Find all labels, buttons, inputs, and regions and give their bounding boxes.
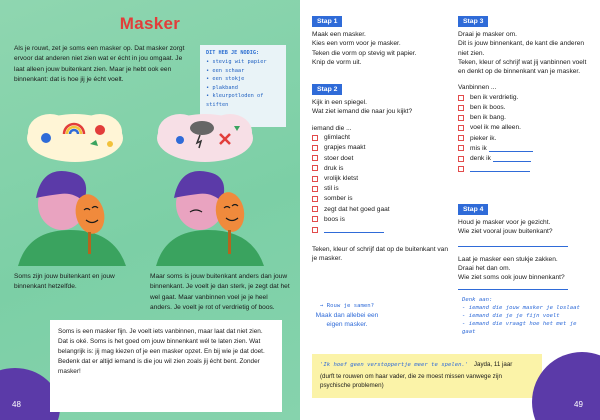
- step-label: Stap 2: [312, 84, 342, 95]
- materials-item: • kleurpotloden of stiften: [206, 92, 280, 109]
- checkbox[interactable]: [312, 216, 318, 222]
- checkbox[interactable]: [312, 206, 318, 212]
- step-line: Teken, kleur of schrijf dat op de buitenkant van je masker.: [312, 245, 448, 262]
- checkbox-item[interactable]: [312, 225, 452, 235]
- checkbox-item[interactable]: [312, 163, 452, 173]
- denk-note-item-text: iemand die vraagt hoe het met je gaat: [462, 321, 577, 335]
- list-header: iemand die ...: [312, 124, 352, 132]
- checkbox-item[interactable]: [312, 174, 452, 184]
- materials-title: DIT HEB JE NODIG:: [206, 50, 260, 56]
- answer-line[interactable]: [458, 282, 568, 290]
- checkbox-item[interactable]: [312, 133, 452, 143]
- step-line: Teken, kleur of schrijf wat jij vanbinnen voelt en denkt op de binnenkant van je masker.: [458, 58, 587, 76]
- step-1: [312, 16, 452, 67]
- step-line: Teken die vorm op stevig wit papier.: [312, 49, 417, 57]
- denk-note: [462, 296, 592, 336]
- checkbox[interactable]: [312, 145, 318, 151]
- rouw-note-header: → Rouw je samen?: [320, 303, 374, 309]
- step-line: Laat je masker een stukje zakken.: [458, 255, 558, 263]
- checkbox-label: glimlacht: [324, 134, 351, 142]
- checkbox[interactable]: [312, 176, 318, 182]
- materials-item: • stevig wit papier: [206, 58, 280, 67]
- checkbox-item[interactable]: [458, 113, 590, 123]
- checkbox[interactable]: [458, 95, 464, 101]
- step-line: Draai je masker om.: [458, 31, 517, 39]
- checkbox-label: denk ik: [470, 155, 491, 163]
- checkbox[interactable]: [312, 186, 318, 192]
- checkbox-label: ben ik bang.: [470, 114, 506, 122]
- blank-line[interactable]: [489, 145, 533, 152]
- step-label: Stap 1: [312, 16, 342, 27]
- checkbox[interactable]: [458, 105, 464, 111]
- checkbox[interactable]: [458, 135, 464, 141]
- blank-line[interactable]: [324, 226, 384, 233]
- step-line: Houd je masker voor je gezicht.: [458, 219, 551, 227]
- step-4: [458, 204, 590, 290]
- checkbox[interactable]: [312, 227, 318, 233]
- bottom-text-box: [50, 320, 282, 412]
- checkbox-item[interactable]: [312, 194, 452, 204]
- materials-item: • plakband: [206, 84, 280, 93]
- checkbox-label: druk is: [324, 164, 344, 172]
- quote-box: [312, 354, 542, 398]
- page-number: 48: [12, 400, 21, 409]
- checkbox-label: zegt dat het goed gaat: [324, 205, 390, 213]
- checkbox[interactable]: [458, 115, 464, 121]
- happy-thought-cloud-illustration: [20, 108, 130, 166]
- step-label: Stap 3: [458, 16, 488, 27]
- checkbox-item[interactable]: [458, 103, 590, 113]
- checkbox-item[interactable]: [312, 153, 452, 163]
- page-title: Masker: [119, 14, 181, 33]
- checkbox[interactable]: [312, 196, 318, 202]
- checkbox-item[interactable]: [312, 204, 452, 214]
- blank-line[interactable]: [470, 165, 530, 172]
- child-with-mask-illustration: [12, 162, 132, 266]
- list-header: Vanbinnen ...: [458, 84, 497, 92]
- caption-same: Soms zijn jouw buitenkant en jouw binnenkant hetzelfde.: [14, 273, 115, 291]
- checkbox-label: voel ik me alleen.: [470, 124, 521, 132]
- checkbox-label: pieker ik.: [470, 134, 497, 142]
- quote-text: 'Ik hoef geen verstoppertje meer te spelen.': [320, 362, 469, 368]
- step-line: Wie ziet vooral jouw buitenkant?: [458, 228, 553, 236]
- checkbox-item[interactable]: [312, 143, 452, 153]
- checkbox[interactable]: [458, 166, 464, 172]
- step-3: [458, 16, 590, 174]
- checkbox-item[interactable]: [458, 92, 590, 102]
- checkbox-item[interactable]: [458, 133, 590, 143]
- checkbox[interactable]: [458, 125, 464, 131]
- checkbox-item[interactable]: [458, 143, 590, 153]
- quote-attribution: Jayda, 11 jaar: [473, 361, 513, 368]
- step-line: Dit is jouw binnenkant, de kant die anderen niet zien.: [458, 40, 585, 57]
- page-number: 49: [574, 400, 583, 409]
- stormy-thought-cloud-illustration: [150, 108, 260, 166]
- step-line: Draai het dan om.: [458, 264, 511, 272]
- denk-note-item-text: iemand die jouw masker je loslaat: [468, 305, 580, 311]
- checkbox-label: ben ik boos.: [470, 104, 506, 112]
- blank-line[interactable]: [493, 155, 531, 162]
- checkbox-item[interactable]: [458, 123, 590, 133]
- materials-list: [206, 58, 280, 110]
- step-line: Wie ziet soms ook jouw binnenkant?: [458, 274, 565, 282]
- checkbox-item[interactable]: [312, 214, 452, 224]
- checkbox[interactable]: [458, 145, 464, 151]
- materials-item: • een schaar: [206, 67, 280, 76]
- denk-note-item-text: iemand die je je fijn voelt: [468, 313, 560, 319]
- materials-item: • een stokje: [206, 75, 280, 84]
- child-with-mask-illustration: [150, 162, 270, 266]
- checkbox-label: grapjes maakt: [324, 144, 366, 152]
- checkbox-label: boos is: [324, 215, 345, 223]
- checkbox-label: stoer doet: [324, 154, 354, 162]
- right-page: [300, 0, 600, 420]
- step-line: Knip de vorm uit.: [312, 58, 362, 66]
- step-line: Maak een masker.: [312, 31, 366, 39]
- decorative-blob: [532, 352, 600, 420]
- checkbox-label: somber is: [324, 195, 353, 203]
- checkbox-label: vrolijk kletst: [324, 175, 359, 183]
- answer-line[interactable]: [458, 237, 568, 247]
- denk-note-item: - iemand die je je fijn voelt: [462, 313, 560, 319]
- caption-different: Maar soms is jouw buitenkant anders dan jouw binnenkant. Je voelt je dan sterk, je zegt dat het wel gaat. Maar vanbinnen voel je je heel anders. Je voelt je rot of verdrietig of boos.: [150, 273, 290, 312]
- checkbox-label: stil is: [324, 185, 339, 193]
- rouw-note-body: Maak dan allebei een eigen masker.: [315, 312, 379, 328]
- quote-sub: (durft te rouwen om haar vader, die ze moest missen vanwege zijn psychische problemen): [320, 373, 502, 390]
- bottom-text: Soms is een masker fijn. Je voelt iets vanbinnen, maar laat dat niet zien. Dat is oké. Soms is het goed om jouw binnenkant wél te laten zien. Wat belangrijk is: jij mag kiezen of je een masker opzet. En bij wie je dat doet. Bedenk dat er altijd iemand is die jou wil zien zoals jij écht bent. Zonder masker!: [58, 328, 265, 375]
- checkbox-label: ben ik verdrietig.: [470, 93, 519, 101]
- denk-note-item: - iemand die jouw masker je loslaat: [462, 305, 580, 311]
- checkbox-label: mis ik: [470, 144, 487, 152]
- step-label: Stap 4: [458, 204, 488, 215]
- checkbox[interactable]: [312, 155, 318, 161]
- denk-note-item: - iemand die vraagt hoe het met je gaat: [462, 321, 577, 335]
- step-line: Kijk in een spiegel.: [312, 99, 367, 107]
- rouw-note: [312, 302, 382, 329]
- denk-note-header: Denk aan:: [462, 297, 493, 303]
- checkbox[interactable]: [312, 135, 318, 141]
- step-line: Kies een vorm voor je masker.: [312, 40, 401, 48]
- intro-text: Als je rouwt, zet je soms een masker op. Dat masker zorgt ervoor dat anderen niet zien wat er écht in jou omgaat. Je laat alleen jouw buitenkant zien. Maar je hebt ook een binnenkant: dat is hoe jij je écht voelt.: [14, 45, 185, 84]
- step-line: Wat ziet iemand die naar jou kijkt?: [312, 108, 413, 116]
- checkbox-item[interactable]: [312, 184, 452, 194]
- checkbox[interactable]: [312, 165, 318, 171]
- checkbox[interactable]: [458, 156, 464, 162]
- checkbox-item[interactable]: [458, 154, 590, 164]
- checkbox-item[interactable]: [458, 164, 590, 174]
- step-2: [312, 84, 452, 263]
